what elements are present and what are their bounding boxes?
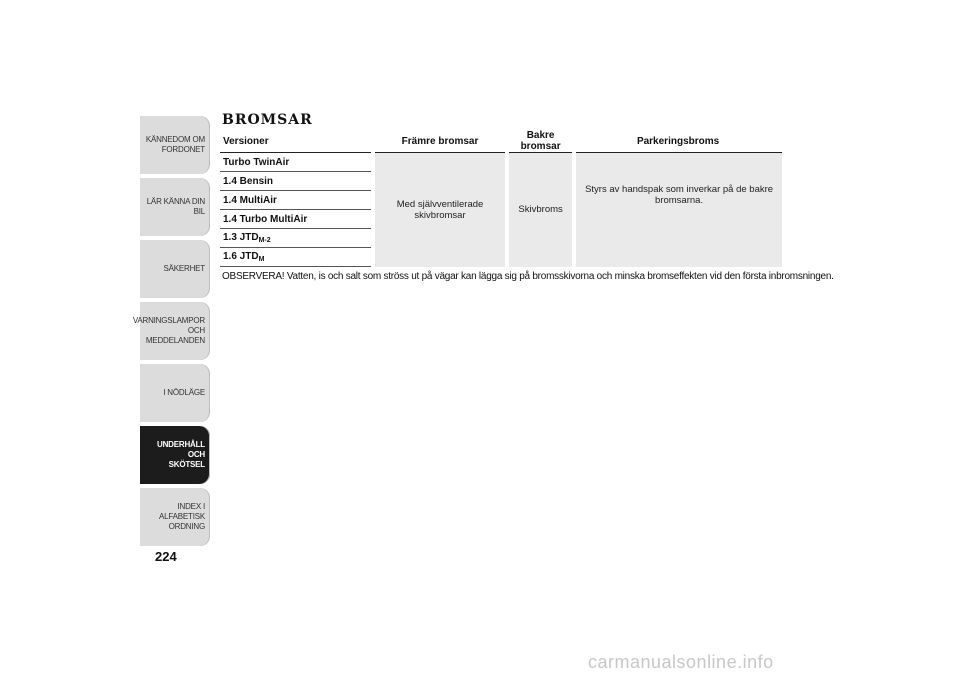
parking-brake-cell: Styrs av handspak som inverkar på de bakre bromsarna. bbox=[574, 153, 782, 267]
version-subscript: M bbox=[258, 256, 265, 263]
table-row bbox=[220, 153, 782, 172]
version-cell bbox=[220, 229, 373, 248]
header-parkeringsbroms: Parkeringsbroms bbox=[574, 130, 782, 153]
version-name: 1.4 MultiAir bbox=[223, 194, 277, 206]
version-cell bbox=[220, 248, 373, 267]
tab-lar-kanna-din-bil[interactable] bbox=[140, 178, 210, 236]
version-cell bbox=[220, 191, 373, 210]
tab-label: VARNINGSLAMPOR OCH MEDDELANDEN bbox=[132, 316, 205, 345]
front-brakes-cell: Med självventilerade skivbromsar bbox=[373, 153, 507, 267]
tab-varningslampor[interactable] bbox=[132, 302, 210, 360]
tab-label: KÄNNEDOM OM FORDONET bbox=[145, 135, 205, 154]
version-name: 1.3 JTD bbox=[223, 232, 259, 243]
page-title: BROMSAR bbox=[222, 112, 313, 128]
tab-index[interactable] bbox=[140, 488, 210, 546]
tab-label: LÄR KÄNNA DIN BIL bbox=[146, 197, 205, 216]
version-cell bbox=[220, 210, 373, 229]
version-cell bbox=[220, 153, 373, 172]
tab-i-nodlage[interactable] bbox=[140, 364, 210, 422]
version-name: 1.4 Turbo MultiAir bbox=[223, 213, 308, 225]
rear-brakes-cell: Skivbroms bbox=[507, 153, 574, 267]
tab-kannedom-om-fordonet[interactable] bbox=[140, 116, 210, 174]
version-name: 1.4 Bensin bbox=[223, 175, 274, 187]
watermark: carmanualsonline.info bbox=[588, 652, 774, 672]
page-number: 224 bbox=[155, 549, 177, 564]
tab-label: UNDERHÅLL OCH SKÖTSEL bbox=[157, 440, 205, 469]
version-name: 1.6 JTD bbox=[223, 251, 259, 262]
version-name: Turbo TwinAir bbox=[223, 156, 290, 168]
brakes-table bbox=[220, 130, 782, 267]
warning-note: OBSERVERA! Vatten, is och salt som ströss ut på vägar kan lägga sig på bromsskivorna och minska bromseffekten vid den första inbromsningen. bbox=[222, 271, 834, 282]
tab-label: INDEX I ALFABETISK ORDNING bbox=[158, 502, 205, 531]
table-header-row bbox=[220, 130, 782, 153]
header-bakre-bromsar: Bakre bromsar bbox=[507, 130, 574, 153]
version-cell bbox=[220, 172, 373, 191]
tab-label: I NÖDLÄGE bbox=[163, 388, 205, 397]
tab-underhall-och-skotsel[interactable] bbox=[140, 426, 210, 484]
header-versioner: Versioner bbox=[220, 130, 373, 153]
tab-label: SÄKERHET bbox=[163, 264, 205, 273]
header-framre-bromsar: Främre bromsar bbox=[373, 130, 507, 153]
tab-sakerhet[interactable] bbox=[140, 240, 210, 298]
version-subscript: M-2 bbox=[258, 237, 271, 244]
